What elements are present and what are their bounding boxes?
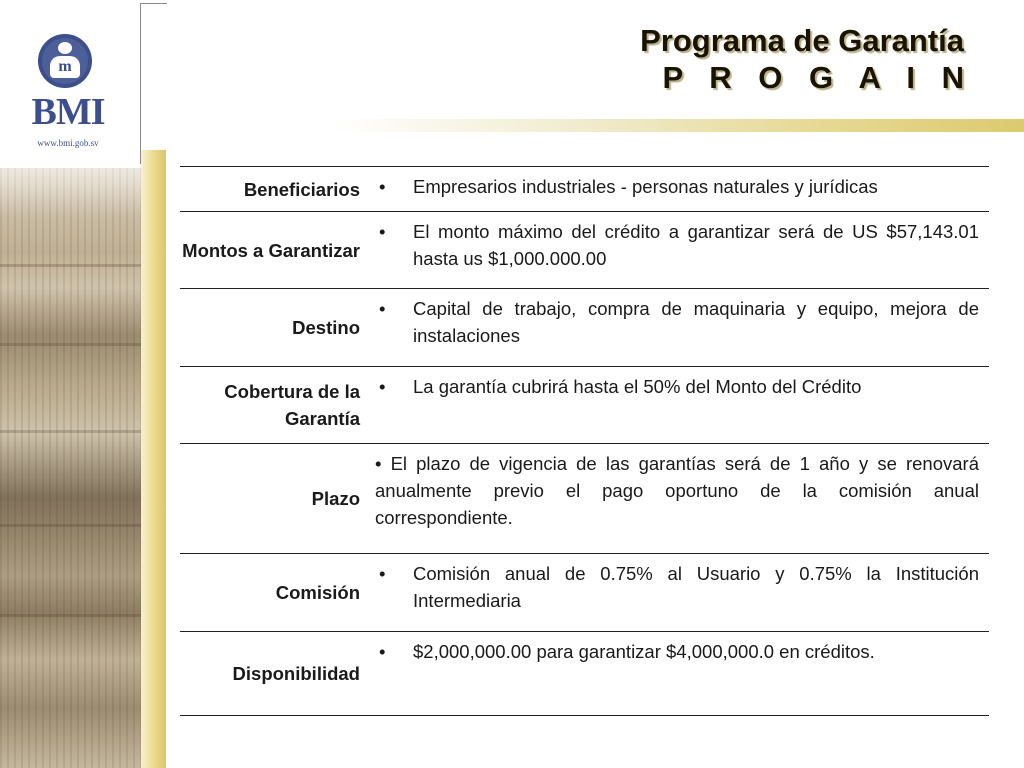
row-text: Empresarios industriales - personas naturales y jurídicas xyxy=(413,176,878,197)
row-label: Beneficiarios xyxy=(243,178,360,200)
row-content xyxy=(375,289,989,367)
row-label: Disponibilidad xyxy=(232,663,360,684)
row-content xyxy=(375,167,989,212)
row-label: Comisión xyxy=(275,582,360,603)
logo-text: BMI xyxy=(31,91,105,133)
header-gradient-bar xyxy=(332,119,1024,132)
row-label: Destino xyxy=(292,317,360,338)
bullet: • xyxy=(379,563,386,584)
page-title: Programa de Garantía xyxy=(640,23,964,58)
row-text: $2,000,000.00 para garantizar $4,000,000.0 en créditos. xyxy=(413,641,875,662)
row-label: Montos a Garantizar xyxy=(182,239,360,261)
row-text: El monto máximo del crédito a garantizar será de US $57,143.01 hasta us $1,000.000.00 xyxy=(413,221,979,269)
row-text: La garantía cubrirá hasta el 50% del Monto del Crédito xyxy=(413,376,862,397)
table-row xyxy=(180,212,989,289)
row-content xyxy=(375,212,989,289)
photo-collage xyxy=(0,168,141,768)
row-text: • El plazo de vigencia de las garantías será de 1 año y se renovará anualmente previo el pago oportuno de la comisión anual correspondiente. xyxy=(375,453,979,528)
bullet: • xyxy=(379,641,386,662)
row-content xyxy=(375,632,989,716)
table-row xyxy=(180,554,989,632)
bullet: • xyxy=(379,221,386,242)
header xyxy=(640,22,973,96)
table-row xyxy=(180,632,989,716)
sidebar-divider xyxy=(140,3,167,164)
page-subtitle: P R O G A I N xyxy=(662,60,973,95)
bullet: • xyxy=(379,176,386,197)
row-content xyxy=(375,444,989,554)
table-row xyxy=(180,167,989,212)
table-row xyxy=(180,289,989,367)
row-text: Capital de trabajo, compra de maquinaria y equipo, mejora de instalaciones xyxy=(413,298,979,346)
program-info-table xyxy=(180,166,989,716)
row-content xyxy=(375,367,989,444)
row-label: Plazo xyxy=(311,488,360,509)
logo-url: www.bmi.gob.sv xyxy=(37,138,99,148)
bullet: • xyxy=(379,298,386,319)
table-row xyxy=(180,367,989,444)
row-content xyxy=(375,554,989,632)
row-text: Comisión anual de 0.75% al Usuario y 0.75% la Institución Intermediaria xyxy=(413,563,979,611)
table-row xyxy=(180,444,989,554)
logo-emblem-letter: m xyxy=(58,58,72,75)
row-label: Cobertura de la Garantía xyxy=(224,381,360,429)
gold-strip xyxy=(141,150,166,768)
left-sidebar xyxy=(0,0,166,768)
bmi-logo xyxy=(18,34,118,159)
bullet: • xyxy=(379,376,386,397)
